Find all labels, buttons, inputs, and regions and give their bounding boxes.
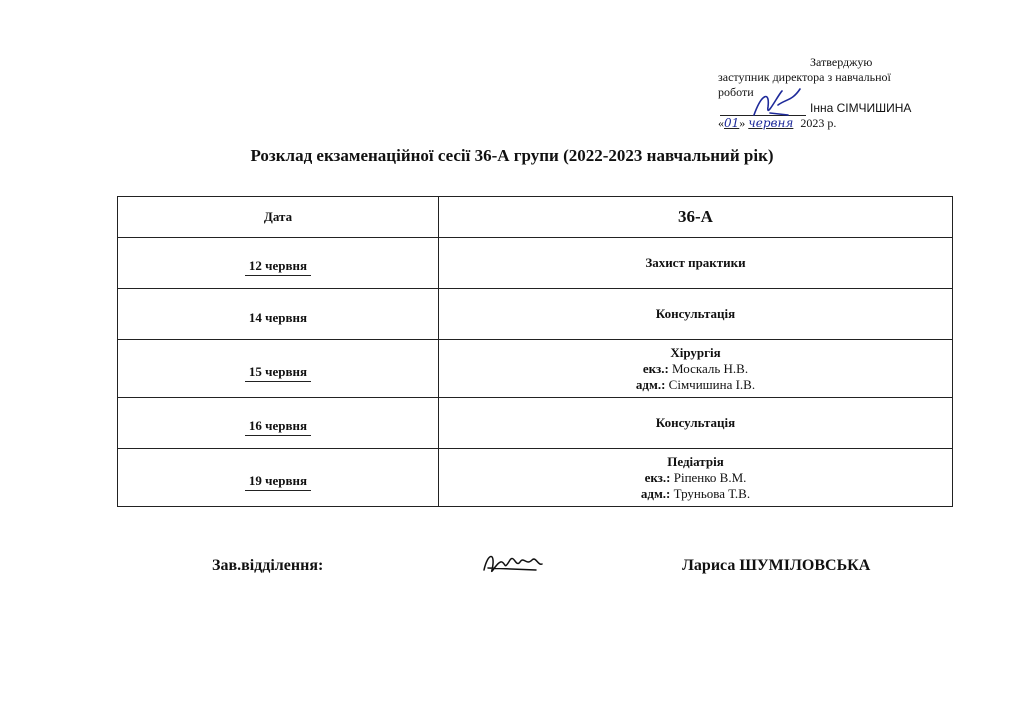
footer-label: Зав.відділення:: [212, 557, 324, 574]
examiner-line: екз.: Ріпенко В.М.: [644, 469, 747, 485]
examiner-line: екз.: Москаль Н.В.: [642, 360, 749, 376]
date-close-quote: »: [739, 116, 746, 130]
subject-cell: Консультація: [439, 289, 953, 340]
date-open-quote: «: [718, 116, 724, 130]
approval-position-line1: заступник директора з навчальної: [718, 70, 891, 84]
head-signature-image: [480, 548, 546, 578]
table-header-row: [118, 197, 953, 238]
table-row: [118, 340, 953, 398]
approval-title: Затверджую: [810, 55, 873, 69]
table-row: [118, 449, 953, 507]
subject-cell: Педіатрія екз.: Ріпенко В.М. адм.: Труньова Т.В.: [439, 449, 953, 507]
date-year: 2023 р.: [800, 116, 837, 130]
date-day: 01: [724, 116, 740, 130]
header-group: 36-А: [439, 197, 953, 238]
date-month: червня: [748, 116, 794, 130]
schedule-table: [117, 196, 953, 507]
subject-cell: Захист практики: [439, 238, 953, 289]
approval-position-line2: роботи: [718, 85, 754, 99]
footer-name: Лариса ШУМІЛОВСЬКА: [682, 557, 871, 574]
table-row: [118, 398, 953, 449]
date-cell: 15 червня: [118, 340, 439, 398]
date-cell: 12 червня: [118, 238, 439, 289]
approval-name: Інна СІМЧИШИНА: [810, 101, 912, 115]
admin-line: адм.: Труньова Т.В.: [640, 485, 751, 501]
date-cell: 19 червня: [118, 449, 439, 507]
table-row: [118, 289, 953, 340]
document-title: Розклад екзаменаційної сесії 36-А групи (2022-2023 навчальний рік): [250, 146, 774, 165]
approval-signature-image: [748, 85, 808, 125]
header-date: Дата: [118, 197, 439, 238]
admin-line: адм.: Сімчишина І.В.: [635, 376, 756, 392]
subject-cell: Хірургія екз.: Москаль Н.В. адм.: Сімчишина І.В.: [439, 340, 953, 398]
table-row: [118, 238, 953, 289]
subject-cell: Консультація: [439, 398, 953, 449]
date-cell: 14 червня: [118, 289, 439, 340]
date-cell: 16 червня: [118, 398, 439, 449]
